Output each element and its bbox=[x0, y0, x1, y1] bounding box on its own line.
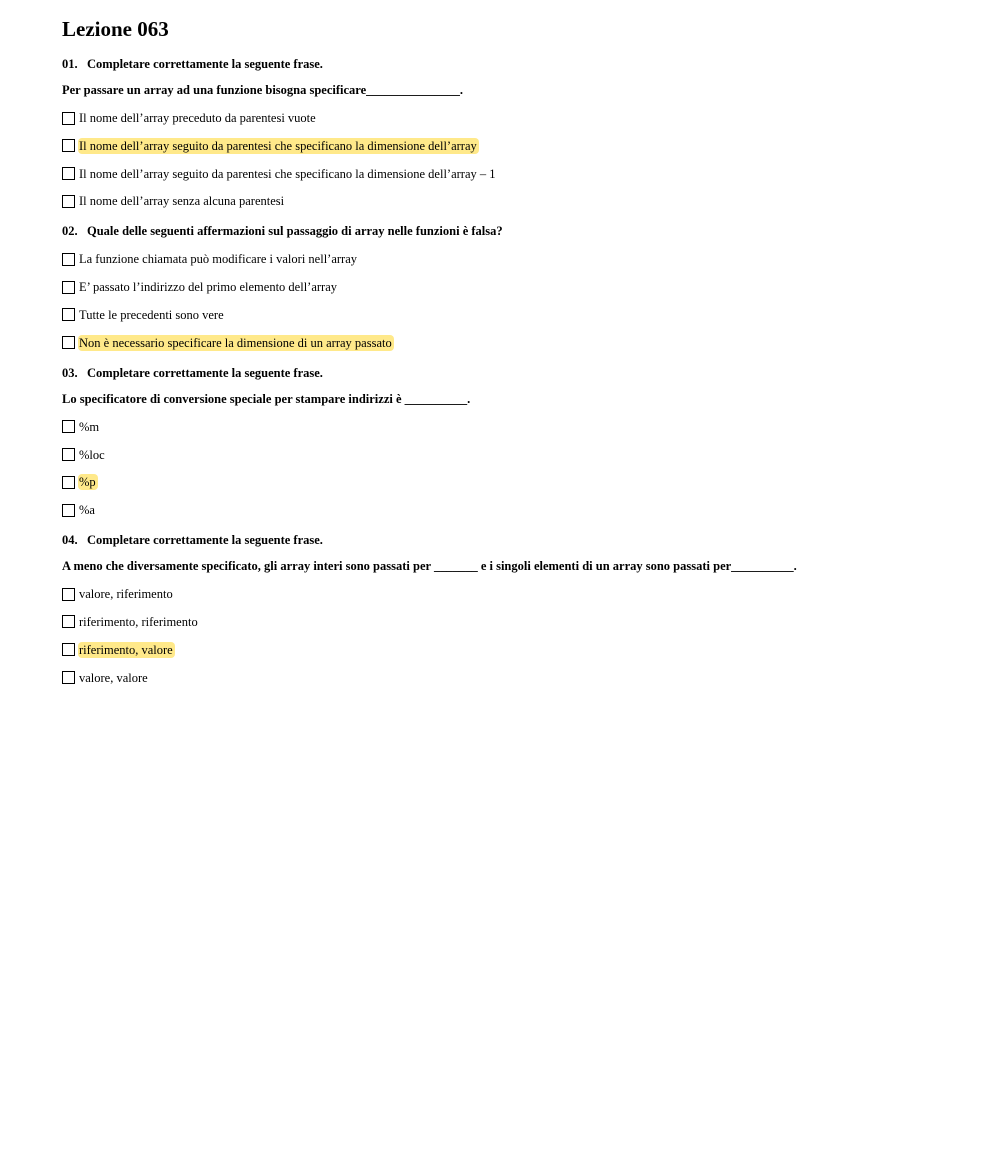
checkbox-icon[interactable] bbox=[62, 504, 75, 517]
answer-option-text: %loc bbox=[79, 447, 105, 462]
question-04 bbox=[62, 533, 962, 686]
answer-option[interactable] bbox=[62, 585, 962, 603]
question-text: Completare correttamente la seguente frase. bbox=[87, 533, 323, 548]
answer-option[interactable] bbox=[62, 473, 962, 491]
question-text: Quale delle seguenti affermazioni sul passaggio di array nelle funzioni è falsa? bbox=[87, 224, 503, 239]
checkbox-icon[interactable] bbox=[62, 420, 75, 433]
checkbox-icon[interactable] bbox=[62, 448, 75, 461]
checkbox-icon[interactable] bbox=[62, 643, 75, 656]
checkbox-icon[interactable] bbox=[62, 139, 75, 152]
question-subtext: Lo specificatore di conversione speciale per stampare indirizzi è __________. bbox=[62, 391, 471, 406]
answer-option[interactable] bbox=[62, 250, 962, 268]
answer-option-text: Il nome dell’array seguito da parentesi che specificano la dimensione dell’array – 1 bbox=[79, 166, 496, 181]
checkbox-icon[interactable] bbox=[62, 167, 75, 180]
checkbox-icon[interactable] bbox=[62, 195, 75, 208]
answer-option[interactable] bbox=[62, 641, 962, 659]
question-02 bbox=[62, 224, 962, 351]
question-text: Completare correttamente la seguente frase. bbox=[87, 365, 323, 380]
answer-option-text: Il nome dell’array senza alcuna parentesi bbox=[79, 194, 285, 209]
page-title: Lezione 063 bbox=[62, 17, 169, 41]
answer-option[interactable] bbox=[62, 109, 962, 127]
answer-option[interactable] bbox=[62, 334, 962, 352]
answer-option-text-highlighted: %p bbox=[79, 475, 96, 490]
answer-option-text: riferimento, riferimento bbox=[79, 614, 198, 629]
answer-option[interactable] bbox=[62, 137, 962, 155]
answer-option-text: %a bbox=[79, 503, 95, 518]
checkbox-icon[interactable] bbox=[62, 476, 75, 489]
answer-option-text: valore, valore bbox=[79, 670, 148, 685]
question-number: 02. bbox=[62, 224, 78, 239]
answer-option[interactable] bbox=[62, 278, 962, 296]
checkbox-icon[interactable] bbox=[62, 253, 75, 266]
question-header bbox=[62, 533, 962, 548]
answer-option-text: Tutte le precedenti sono vere bbox=[79, 307, 224, 322]
question-subtext: A meno che diversamente specificato, gli array interi sono passati per _______ e i singoli elementi di un array sono passati per__________. bbox=[62, 559, 797, 574]
question-03 bbox=[62, 366, 962, 519]
document-page bbox=[62, 16, 962, 701]
question-01 bbox=[62, 57, 962, 210]
answer-option-text: valore, riferimento bbox=[79, 587, 173, 602]
question-text: Completare correttamente la seguente frase. bbox=[87, 57, 323, 71]
answer-option[interactable] bbox=[62, 501, 962, 519]
question-header bbox=[62, 224, 962, 239]
answer-option[interactable] bbox=[62, 165, 962, 183]
question-header bbox=[62, 366, 962, 381]
answer-option-text: E’ passato l’indirizzo del primo elemento dell’array bbox=[79, 280, 338, 295]
checkbox-icon[interactable] bbox=[62, 588, 75, 601]
checkbox-icon[interactable] bbox=[62, 112, 75, 125]
answer-option[interactable] bbox=[62, 192, 962, 210]
checkbox-icon[interactable] bbox=[62, 615, 75, 628]
question-number: 01. bbox=[62, 57, 78, 71]
checkbox-icon[interactable] bbox=[62, 671, 75, 684]
answer-option-text-highlighted: Non è necessario specificare la dimensione di un array passato bbox=[79, 335, 392, 350]
answer-option-text: La funzione chiamata può modificare i valori nell’array bbox=[79, 252, 357, 267]
checkbox-icon[interactable] bbox=[62, 281, 75, 294]
answer-option-text-highlighted: Il nome dell’array seguito da parentesi che specificano la dimensione dell’array bbox=[79, 138, 477, 153]
question-header bbox=[62, 57, 962, 72]
answer-option-text-highlighted: riferimento, valore bbox=[79, 642, 173, 657]
answer-option[interactable] bbox=[62, 306, 962, 324]
question-number: 03. bbox=[62, 365, 78, 380]
question-number: 04. bbox=[62, 533, 78, 548]
answer-option-text: Il nome dell’array preceduto da parentesi vuote bbox=[79, 111, 316, 125]
answer-option[interactable] bbox=[62, 669, 962, 687]
checkbox-icon[interactable] bbox=[62, 336, 75, 349]
answer-option[interactable] bbox=[62, 613, 962, 631]
answer-option[interactable] bbox=[62, 418, 962, 436]
answer-option-text: %m bbox=[79, 419, 100, 434]
checkbox-icon[interactable] bbox=[62, 308, 75, 321]
question-subtext: Per passare un array ad una funzione bisogna specificare_______________. bbox=[62, 83, 464, 97]
answer-option[interactable] bbox=[62, 446, 962, 464]
